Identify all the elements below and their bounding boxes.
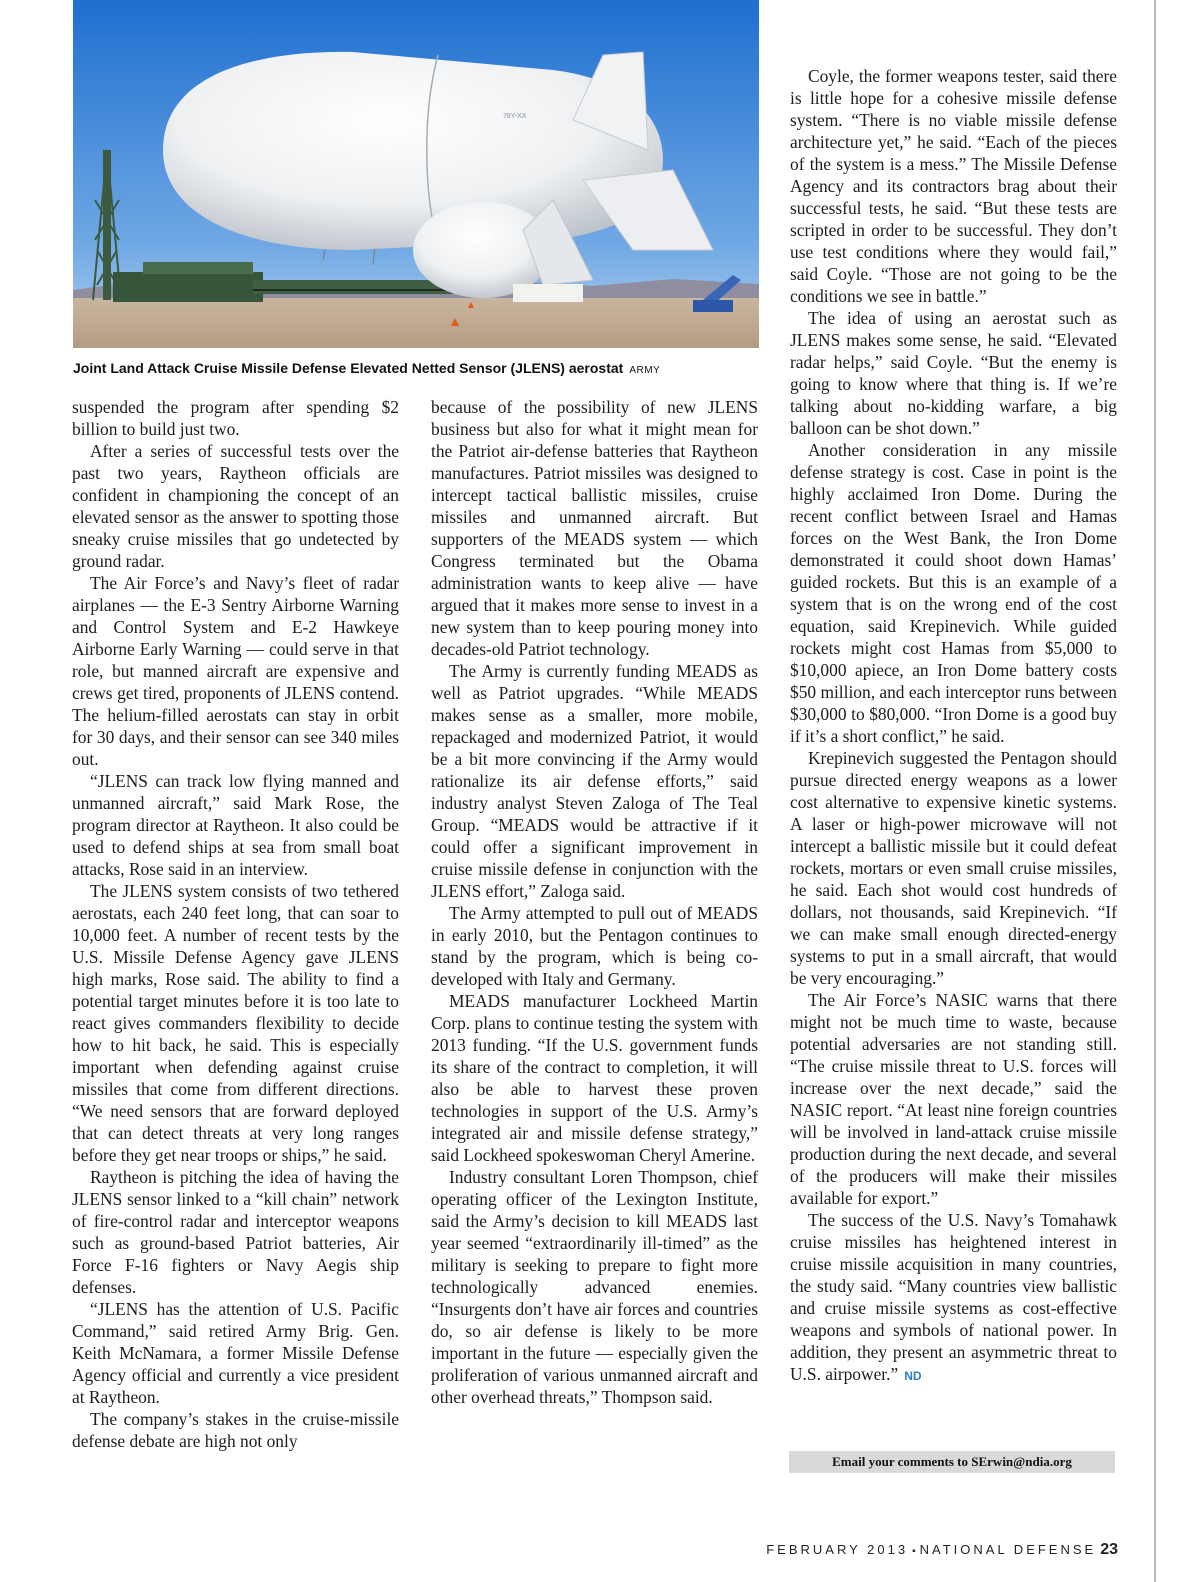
page-footer: [766, 1541, 1118, 1559]
photo-caption: [73, 360, 763, 376]
paragraph: The company’s stakes in the cruise-missile defense debate are high not only: [72, 1409, 399, 1451]
paragraph: Another consideration in any missile defense strategy is cost. Case in point is the highly acclaimed Iron Dome. During the recent conflict between Israel and Hamas forces on the West Bank, the Iron Dome demonstrated it could shoot down Hamas’ guided rockets. But this is an example of a system that is on the wrong end of the cost equation, said Krepinevich. While guided rockets might cost Hamas from $5,000 to $10,000 apiece, an Iron Dome battery costs $50 million, and each interceptor runs between $30,000 to $80,000. “Iron Dome is a good buy if it’s a short conflict,” he said.: [790, 440, 1117, 746]
paragraph: “JLENS has the attention of U.S. Pacific Command,” said retired Army Brig. Gen. Keith McNamara, a former Missile Defense Agency official and currently a vice president at Raytheon.: [72, 1299, 399, 1407]
paragraph: The Air Force’s NASIC warns that there might not be much time to waste, because potential adversaries are not standing still. “The cruise missile threat to U.S. forces will increase over the next decade,” said the NASIC report. “At least nine foreign countries will be involved in land-attack cruise missile production during the next decade, and several of the producers will make their missiles available for export.”: [790, 990, 1117, 1208]
footer-issue: FEBRUARY 2013: [766, 1542, 909, 1557]
article-column-3: [790, 65, 1117, 1387]
paragraph: suspended the program after spending $2 billion to build just two.: [72, 397, 399, 439]
paragraph: The Air Force’s and Navy’s fleet of radar airplanes — the E-3 Sentry Airborne Warning and Control System and E-2 Hawkeye Airborne Early Warning — could serve in that role, but manned aircraft are expensive and crews get tired, proponents of JLENS contend. The helium-filled aerostats can stay in orbit for 30 days, and their sensor can see 340 miles out.: [72, 573, 399, 769]
paragraph: The Army is currently funding MEADS as well as Patriot upgrades. “While MEADS makes sense as a smaller, more mobile, repackaged and modernized Patriot, it would be a bit more convincing if the Army would rationalize its air defense efforts,” said industry analyst Steven Zaloga of The Teal Group. “MEADS would be attractive if it could offer a significant improvement in cruise missile defense in conjunction with the JLENS effort,” Zaloga said.: [431, 661, 758, 901]
paragraph: because of the possibility of new JLENS business but also for what it might mean for the Patriot air-defense batteries that Raytheon manufactures. Patriot missiles was designed to intercept tactical ballistic missiles, cruise missiles and unmanned aircraft. But supporters of the MEADS system — which Congress terminated but the Obama administration wants to keep alive — have argued that it makes more sense to invest in a new system than to keep pouring money into decades-old Patriot technology.: [431, 397, 758, 659]
paragraph: Industry consultant Loren Thompson, chief operating officer of the Lexington Institute, said the Army’s decision to kill MEADS last year seemed “extraordinarily ill-timed” as the military is seeking to prepare to fight more technologically advanced enemies. “Insurgents don’t have air forces and countries do, so air defense is likely to be more important in the future — especially given the proliferation of various unmanned aircraft and other overhead threats,” Thompson said.: [431, 1167, 758, 1407]
footer-publication: NATIONAL DEFENSE: [919, 1542, 1097, 1557]
paragraph: Raytheon is pitching the idea of having the JLENS sensor linked to a “kill chain” network of fire-control radar and interceptor weapons such as ground-based Patriot batteries, Air Force F-16 fighters or Navy Aegis ship defenses.: [72, 1167, 399, 1297]
paragraph: The JLENS system consists of two tethered aerostats, each 240 feet long, that can soar to 10,000 feet. A number of recent tests by the U.S. Missile Defense Agency gave JLENS high marks, Rose said. The ability to find a potential target minutes before it is too late to react gives commanders flexibility to decide how to hit back, he said. This is especially important when defending against cruise missiles that come from different directions. “We need sensors that are forward deployed that can detect threats at very long ranges before they get near troops or ships,” he said.: [72, 881, 399, 1165]
page-number: 23: [1100, 1541, 1118, 1558]
paragraph: Krepinevich suggested the Pentagon should pursue directed energy weapons as a lower cost alternative to expensive kinetic systems. A laser or high-power microwave will not intercept a ballistic missile but it could defeat rockets, mortars or even small cruise missiles, he said. Each shot would cost hundreds of dollars, not thousands, said Krepinevich. “If we can make small enough directed-energy systems to put in a small aircraft, that would be very encouraging.”: [790, 748, 1117, 988]
aerostat-photo: [73, 0, 759, 348]
paragraph: After a series of successful tests over the past two years, Raytheon officials are confident in championing the concept of an elevated sensor as the answer to spotting those sneaky cruise missiles that go undetected by ground radar.: [72, 441, 399, 571]
aerostat-registration-text: 78Y-XX: [503, 113, 527, 120]
paragraph: MEADS manufacturer Lockheed Martin Corp. plans to continue testing the system with 2013 funding. “If the U.S. government funds its share of the contract to completion, it will also be able to harvest these proven technologies in support of the U.S. Army’s integrated air and missile defense strategy,” said Lockheed spokeswoman Cheryl Amerine.: [431, 991, 758, 1165]
email-prefix: Email your comments to: [832, 1454, 972, 1469]
paragraph: The Army attempted to pull out of MEADS in early 2010, but the Pentagon continues to stand by the program, which is being co-developed with Italy and Germany.: [431, 903, 758, 989]
article-column-2: [431, 396, 758, 1408]
photo-credit: ARMY: [629, 365, 661, 376]
caption-text: Joint Land Attack Cruise Missile Defense Elevated Netted Sensor (JLENS) aerostat: [73, 360, 624, 376]
page-edge-line: [1154, 0, 1156, 1582]
end-mark: ND: [904, 1369, 922, 1383]
article-column-1: [72, 396, 399, 1452]
aerostat-illustration: [73, 0, 759, 348]
email-address-link[interactable]: SErwin@ndia.org: [971, 1454, 1072, 1469]
footer-separator: ▪: [912, 1546, 916, 1557]
paragraph: The idea of using an aerostat such as JLENS makes some sense, he said. “Elevated radar helps,” said Coyle. “But the enemy is going to know where that thing is. If we’re talking about no-kidding warfare, a big balloon can be shot down.”: [790, 308, 1117, 438]
email-comments-bar: [789, 1451, 1115, 1473]
paragraph: “JLENS can track low flying manned and unmanned aircraft,” said Mark Rose, the program director at Raytheon. It also could be used to defend ships at sea from small boat attacks, Rose said in an interview.: [72, 771, 399, 879]
paragraph: Coyle, the former weapons tester, said there is little hope for a cohesive missile defense system. “There is no viable missile defense architecture yet,” he said. “Each of the pieces of the system is a mess.” The Missile Defense Agency and its contractors brag about their successful tests, he said. “But these tests are scripted in order to be successful. They don’t use test conditions where they would fail,” said Coyle. “Those are not going to be the conditions we see in battle.”: [790, 66, 1117, 306]
paragraph-final: [790, 1209, 1117, 1387]
paragraph-final-text: The success of the U.S. Navy’s Tomahawk cruise missiles has heightened interest in cruise missile acquisition in many countries, the study said. “Many countries view ballistic and cruise missile systems as cost-effective weapons and symbols of national power. In addition, they present an asymmetric threat to U.S. airpower.”: [790, 1210, 1117, 1384]
